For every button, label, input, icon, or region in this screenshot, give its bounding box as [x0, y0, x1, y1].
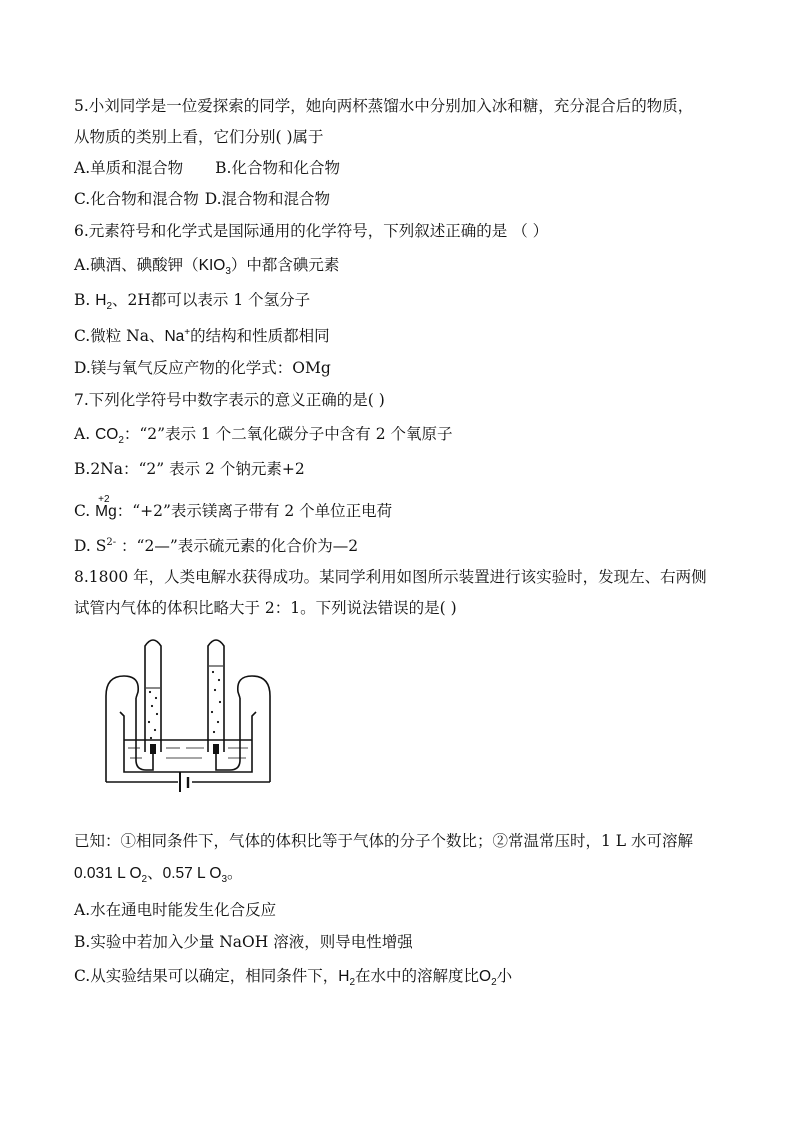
q5-option-d: D.混合物和混合物 [204, 190, 331, 208]
q8-option-b: B.实验中若加入少量 NaOH 溶液，则导电性增强 [74, 933, 413, 951]
h2-subscript: 2 [349, 977, 356, 989]
right-loop-arm [238, 676, 270, 782]
na-charge: + [184, 326, 191, 338]
co2-symbol: CO [95, 426, 119, 443]
sulfur-ion-charge: 2- [106, 536, 117, 548]
q6-kio3-formula [198, 257, 231, 278]
q7-option-b: B.2Na：“2” 表示 2 个钠元素+2 [74, 460, 305, 478]
q7-option-d-label: D. S [74, 537, 107, 555]
q6-na-ion [164, 328, 190, 345]
q8-option-c-mid: 在水中的溶解度比 [355, 967, 480, 985]
tube-contents [148, 671, 221, 739]
q8-known-line1: 已知：①相同条件下，气体的体积比等于气体的分子个数比；②常温常压时，1 L 水可溶解 [74, 832, 694, 850]
q7-option-a [74, 424, 453, 445]
q7-option-a-rest: ：“2”表示 1 个二氧化碳分子中含有 2 个氧原子 [123, 425, 453, 443]
q7-option-c-rest: ：“+2”表示镁离子带有 2 个单位正电荷 [116, 502, 393, 520]
q5-options-cd [74, 189, 330, 209]
q6-option-a-text: A.碘酒、碘酸钾（ [74, 256, 199, 274]
q6-option-c-text: C.微粒 Na、 [74, 327, 165, 345]
kio3-symbol: KIO [198, 257, 226, 274]
mg-symbol: Mg [95, 503, 117, 520]
tube-water-lines [146, 666, 223, 688]
o2-subscript-c: 2 [491, 977, 497, 989]
kio3-subscript: 3 [225, 266, 231, 278]
h2-formula [338, 968, 356, 989]
q8-stem-line2: 试管内气体的体积比略大于 2：1。下列说法错误的是( ) [74, 599, 457, 617]
o3-solubility: 、0.57 L O [147, 865, 222, 882]
na-symbol: Na [164, 328, 185, 345]
q6-option-d: D.镁与氧气反应产物的化学式：OMg [74, 359, 331, 377]
q5-option-c: C.化合物和混合物 [74, 190, 199, 208]
q7-option-d-rest: ：“2—”表示硫元素的化合价为—2 [116, 537, 359, 555]
q8-option-c [74, 966, 512, 987]
o3-subscript: 3 [221, 874, 228, 886]
q5-option-a: A.单质和混合物 [74, 159, 184, 177]
left-electrode [150, 744, 156, 754]
left-loop-arm [106, 676, 138, 782]
q6-stem: 6.元素符号和化学式是国际通用的化学符号，下列叙述正确的是 （ ） [74, 222, 549, 240]
q8-option-c-end: 小 [496, 967, 513, 985]
left-test-tube [145, 640, 161, 752]
q7-option-c-label: C. [74, 502, 96, 520]
q8-option-a: A.水在通电时能发生化合反应 [74, 901, 277, 919]
q6-option-c [74, 326, 330, 347]
o2-formula [479, 968, 497, 989]
q6-h2-formula [95, 292, 113, 313]
o2-subscript: 2 [141, 874, 148, 886]
o2-solubility: 0.031 L O [74, 865, 142, 882]
q5-options-ab [74, 158, 340, 178]
electrolysis-apparatus-diagram [100, 632, 280, 817]
q5-stem-line1: 5.小刘同学是一位爱探索的同学，她向两杯蒸馏水中分别加入冰和糖，充分混合后的物质， [74, 97, 694, 115]
q8-known-line2 [74, 864, 243, 884]
q7-stem: 7.下列化学符号中数字表示的意义正确的是( ) [74, 391, 385, 409]
q6-option-a-rest: ）中都含碘元素 [230, 256, 340, 274]
q7-option-c [74, 496, 392, 522]
h2-symbol: H [338, 968, 350, 985]
q6-option-b [74, 290, 310, 311]
right-electrode [213, 744, 219, 754]
o2-symbol: O [479, 968, 492, 985]
q5-stem-line2: 从物质的类别上看，它们分别( )属于 [74, 128, 324, 146]
h2-subscript: 2 [106, 301, 113, 313]
known-period: 。 [227, 865, 243, 882]
mg-valence-mark: +2 [98, 494, 110, 505]
q8-stem-line1: 8.1800 年，人类电解水获得成功。某同学利用如图所示装置进行该实验时，发现左、右两侧 [74, 568, 707, 586]
beaker [120, 712, 256, 772]
right-electrode-wire [216, 698, 240, 770]
q8-option-c-text: C.从实验结果可以确定，相同条件下， [74, 967, 339, 985]
q7-mg-valence [95, 496, 117, 522]
h2-symbol: H [95, 292, 107, 309]
q6-option-c-rest: 的结构和性质都相同 [190, 327, 330, 345]
q6-option-b-label: B. [74, 291, 96, 309]
q6-option-a [74, 255, 339, 276]
q7-co2-formula [95, 426, 124, 447]
co2-subscript: 2 [118, 435, 124, 447]
q7-option-a-label: A. [74, 425, 96, 443]
q6-option-b-rest: 、2H都可以表示 1 个氢分子 [112, 291, 311, 309]
q7-option-d [74, 536, 358, 556]
beaker-water-dashes [128, 748, 248, 758]
right-test-tube [208, 640, 224, 752]
q5-option-b: B.化合物和化合物 [215, 159, 340, 177]
